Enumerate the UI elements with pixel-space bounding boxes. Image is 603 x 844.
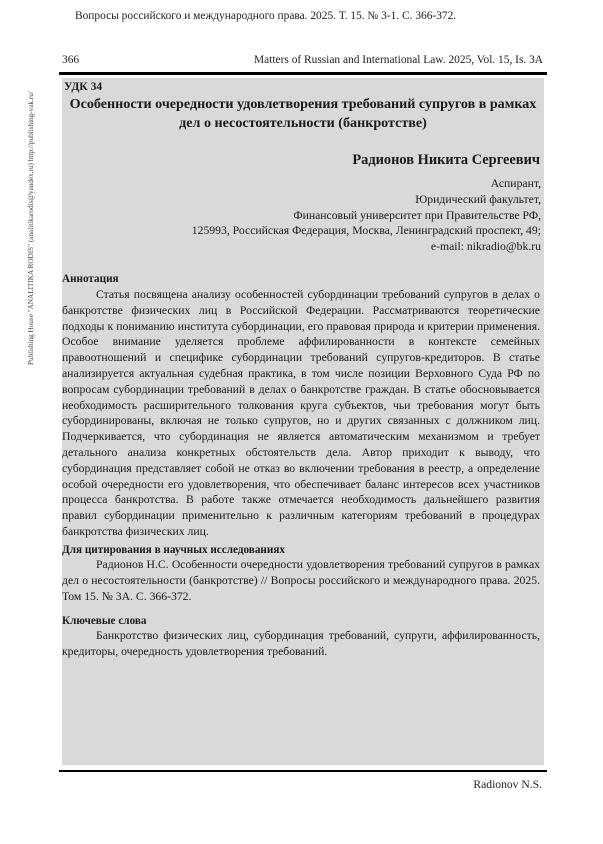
udk-code: УДК 34 <box>64 80 103 93</box>
affiliation-line: Юридический факультет, <box>415 192 541 206</box>
abstract-heading: Аннотация <box>62 273 119 285</box>
running-header <box>62 54 543 66</box>
author-affiliation <box>192 176 541 255</box>
page-number: 366 <box>62 54 80 66</box>
running-title: Matters of Russian and International Law. 2025, Vol. 15, Is. 3A <box>254 54 543 66</box>
keywords-text: Банкротство физических лиц, субординация требований, супруги, аффилированность, кредиторы, очередность удовлетворения требований. <box>62 629 540 658</box>
footer-author: Radionov N.S. <box>473 778 542 791</box>
citation-heading: Для цитирования в научных исследованиях <box>62 544 285 556</box>
footer-rule <box>59 770 547 772</box>
journal-citation-header: Вопросы российского и международного права. 2025. Т. 15. № 3-1. С. 366-372. <box>75 10 457 22</box>
keywords-heading: Ключевые слова <box>62 615 147 627</box>
publisher-side-note: Publishing House "ANALITIKA RODIS" (analitikarodis@yandex.ru) http://publishing-vak.ru/ <box>27 91 35 365</box>
article-title: Особенности очередности удовлетворения требований супругов в рамках дел о несостоятельности (банкротстве) <box>69 96 537 131</box>
affiliation-line: Аспирант, <box>490 177 541 190</box>
article-front-matter <box>62 78 544 765</box>
affiliation-line: 125993, Российская Федерация, Москва, Ленинградский проспект, 49; <box>191 224 541 238</box>
author-email: e-mail: nikradio@bk.ru <box>430 240 541 254</box>
abstract-text: Статья посвящена анализу особенностей субординации требований супругов в делах о банкротстве физических лиц в Российской Федерации. Рассматриваются теоретические подходы к пониманию института субординации, его правовая природа и критерии применения. Особое внимание уделяется проблеме аффилированности в контексте семейных правоотношений и специфике субординации требований супругов-кредиторов. В статье анализируется актуальная судебная практика, в том числе позиции Верховного Суда РФ по вопросам субординации требований в делах о банкротстве граждан. В статье обосновывается необходимость расширительного толкования круга субъектов, чьи требования могут быть субординированы, включая не только супругов, но и других связанных с должником лиц. Подчеркивается, что субординация не является автоматическим механизмом и требует детального анализа конкретных обстоятельств дела. Автор приходит к выводу, что субординация представляет собой не отказ во включении требования в реестр, а определение особой очередности его удовлетворения, что обеспечивает баланс интересов всех участников процесса банкротства. В работе также отмечается необходимость дальнейшего развития правил субординации применительно к различным категориям требований в процедурах банкротства физических лиц. <box>62 288 540 538</box>
header-rule <box>59 72 547 75</box>
author-name: Радионов Никита Сергеевич <box>352 152 540 168</box>
citation-text: Радионов Н.С. Особенности очередности удовлетворения требований супругов в рамках дел о несостоятельности (банкротстве) // Вопросы российского и международного права. 2025. Том 15. № 3А. С. 366-372. <box>62 558 540 603</box>
affiliation-line: Финансовый университет при Правительстве РФ, <box>293 208 541 222</box>
